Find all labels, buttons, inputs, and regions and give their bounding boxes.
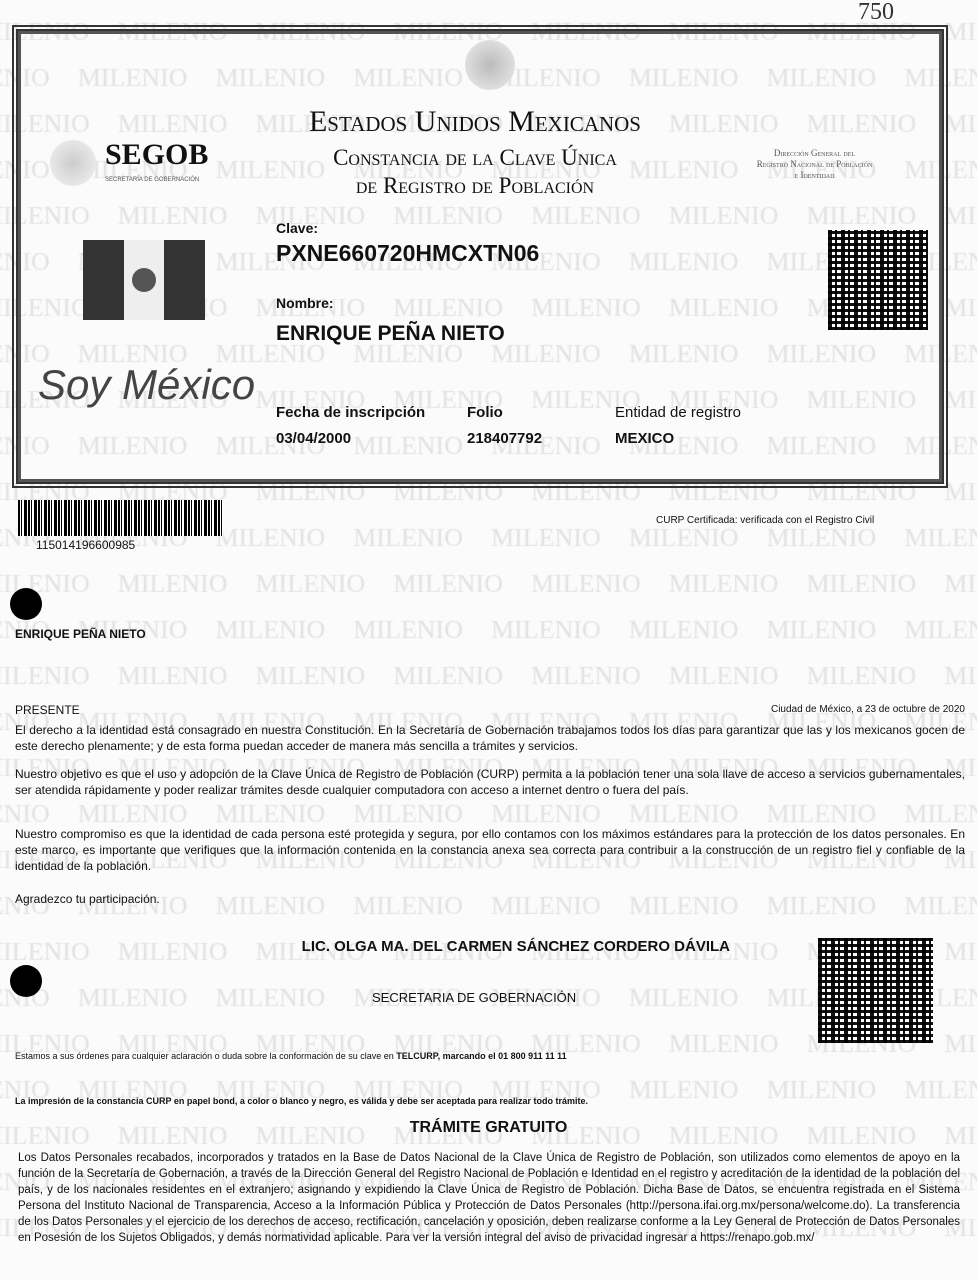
contact-text: Estamos a sus órdenes para cualquier aclaración o duda sobre la conformación de su clave en [15,1051,397,1061]
segob-seal-icon [50,140,96,186]
contact-phone: TELCURP, marcando el 01 800 911 11 11 [396,1051,567,1061]
signer-name: LIC. OLGA MA. DEL CARMEN SÁNCHEZ CORDERO DÁVILA [301,938,730,955]
signer-title: SECRETARIA DE GOBERNACIÓN [372,990,577,1005]
entidad-label: Entidad de registro [615,404,741,421]
dgrnp-line: e Identidad [794,170,835,180]
folio-label: Folio [467,404,503,421]
paragraph-3: Nuestro compromiso es que la identidad de cada persona esté protegida y segura, por ello contamos con los máximos estándares para la protección de los datos personales. En este marco, es importante que verifiques que la información contenida en la constancia anexa sea correcta para contribuir a la construcción de un registro fiel y confiable de la identidad de la población. [15,827,965,873]
paragraph-2: Nuestro objetivo es que el uso y adopción de la Clave Única de Registro de Población (CURP) permita a la población tener una sola llave de acceso a servicios gubernamentales, ser atendida rápidamente y poder realizar trámites desde cualquier computadora con acceso a internet dentro o fuera del país. [15,767,965,797]
card-subtitle-1: Constancia de la Clave Única [333,145,617,170]
privacy-notice: Los Datos Personales recabados, incorporados y tratados en la Base de Datos Nacional de la Clave Única de Registro de Población, son utilizados como elementos de apoyo en la función de la Secretaría de Gobernación, a través de la Dirección General del Registro Nacional de Población e Identidad en el registro y acreditación de la identidad de la población del país, y de los nacionales residentes en el extranjero; asignando y expidiendo la Clave Única de Registro de Población. Dicha Base de Datos, se encuentra registrada en el Sistema Persona del Instituto Nacional de Transparencia, Acceso a la Información Pública y Protección de Datos Personales (http://persona.ifai.org.mx/persona/welcome.do). La transferencia de los Datos Personales y el ejercicio de los derechos de acceso, rectificación, cancelación y oposición, deben realizarse conforme a la Ley General de Protección de Datos Personales en Posesión de los Sujetos Obligados, y demás normatividad aplicable. Para ver la versión integral del aviso de privacidad ingresar a https://renapo.gob.mx/ [18,1152,960,1244]
slogan: Soy México [38,361,256,408]
entidad-value: MEXICO [615,430,675,447]
presente: PRESENTE [15,703,80,717]
card-qr-code [828,230,928,330]
redaction-dot [10,588,42,620]
card-title: Estados Unidos Mexicanos [308,105,641,138]
segob-logo: SEGOB [105,138,209,171]
dgrnp-label [712,148,917,181]
barcode-number: 115014196600985 [36,538,136,552]
fecha-value: 03/04/2000 [276,430,352,447]
letter-qr-code [818,938,933,1043]
free-procedure-heading: TRÁMITE GRATUITO [409,1119,568,1136]
fecha-label: Fecha de inscripción [276,404,426,421]
clave-value: PXNE660720HMCXTN06 [276,240,540,266]
handwritten-number: 750 [858,0,894,25]
validity-note: La impresión de la constancia CURP en papel bond, a color o blanco y negro, es válida y debe ser aceptada para realizar todo trámite. [15,1096,589,1106]
letter-date: Ciudad de México, a 23 de octubre de 2020 [770,704,965,715]
eagle-seal-icon [465,40,515,90]
dgrnp-line: Dirección General del [773,148,856,158]
nombre-label: Nombre: [276,295,334,311]
segob-subtitle: SECRETARÍA DE GOBERNACIÓN [105,177,200,183]
flag-icon [83,240,205,320]
contact-line [15,1051,567,1062]
barcode [18,500,223,536]
nombre-value: ENRIQUE PEÑA NIETO [276,322,505,345]
thanks: Agradezco tu participación. [15,892,160,906]
card-subtitle-2: de Registro de Población [355,173,595,198]
redaction-dot [10,965,42,997]
dgrnp-line: Registro Nacional de Población [756,159,873,169]
paragraph-1: El derecho a la identidad está consagrado en nuestra Constitución. En la Secretaría de Gobernación trabajamos todos los días para garantizar que las y los mexicanos gocen de este derecho plenamente; y de esta forma puedan acceder de manera más sencilla a trámites y servicios. [15,723,965,753]
folio-value: 218407792 [467,430,543,447]
certified-label: CURP Certificada: verificada con el Registro Civil [656,515,875,526]
recipient-name: ENRIQUE PEÑA NIETO [15,627,146,641]
clave-label: Clave: [276,220,319,236]
